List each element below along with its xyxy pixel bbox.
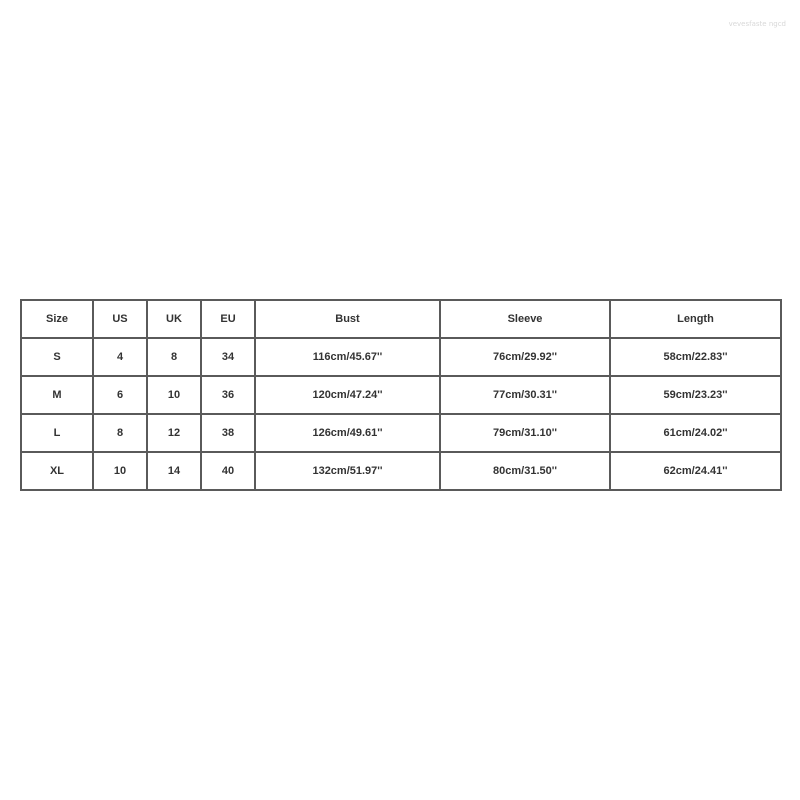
header-sleeve: Sleeve <box>440 300 610 338</box>
header-us: US <box>93 300 147 338</box>
cell-uk: 10 <box>147 376 201 414</box>
cell-bust: 116cm/45.67'' <box>255 338 440 376</box>
table-row <box>21 452 781 490</box>
size-chart-table <box>20 299 782 491</box>
watermark: vevesfaste ngcd <box>728 20 786 28</box>
cell-eu: 36 <box>201 376 255 414</box>
header-length: Length <box>610 300 781 338</box>
cell-size: L <box>21 414 93 452</box>
cell-sleeve: 80cm/31.50'' <box>440 452 610 490</box>
table-row <box>21 376 781 414</box>
cell-us: 6 <box>93 376 147 414</box>
header-eu: EU <box>201 300 255 338</box>
cell-sleeve: 76cm/29.92'' <box>440 338 610 376</box>
cell-us: 10 <box>93 452 147 490</box>
cell-length: 61cm/24.02'' <box>610 414 781 452</box>
header-row <box>21 300 781 338</box>
cell-uk: 14 <box>147 452 201 490</box>
cell-eu: 34 <box>201 338 255 376</box>
cell-bust: 120cm/47.24'' <box>255 376 440 414</box>
cell-length: 62cm/24.41'' <box>610 452 781 490</box>
cell-size: XL <box>21 452 93 490</box>
cell-size: S <box>21 338 93 376</box>
header-uk: UK <box>147 300 201 338</box>
header-size: Size <box>21 300 93 338</box>
cell-us: 4 <box>93 338 147 376</box>
cell-us: 8 <box>93 414 147 452</box>
cell-uk: 12 <box>147 414 201 452</box>
cell-length: 58cm/22.83'' <box>610 338 781 376</box>
cell-eu: 38 <box>201 414 255 452</box>
cell-bust: 126cm/49.61'' <box>255 414 440 452</box>
cell-uk: 8 <box>147 338 201 376</box>
cell-bust: 132cm/51.97'' <box>255 452 440 490</box>
cell-eu: 40 <box>201 452 255 490</box>
header-bust: Bust <box>255 300 440 338</box>
cell-length: 59cm/23.23'' <box>610 376 781 414</box>
table-row <box>21 414 781 452</box>
table-row <box>21 338 781 376</box>
cell-sleeve: 77cm/30.31'' <box>440 376 610 414</box>
cell-size: M <box>21 376 93 414</box>
cell-sleeve: 79cm/31.10'' <box>440 414 610 452</box>
